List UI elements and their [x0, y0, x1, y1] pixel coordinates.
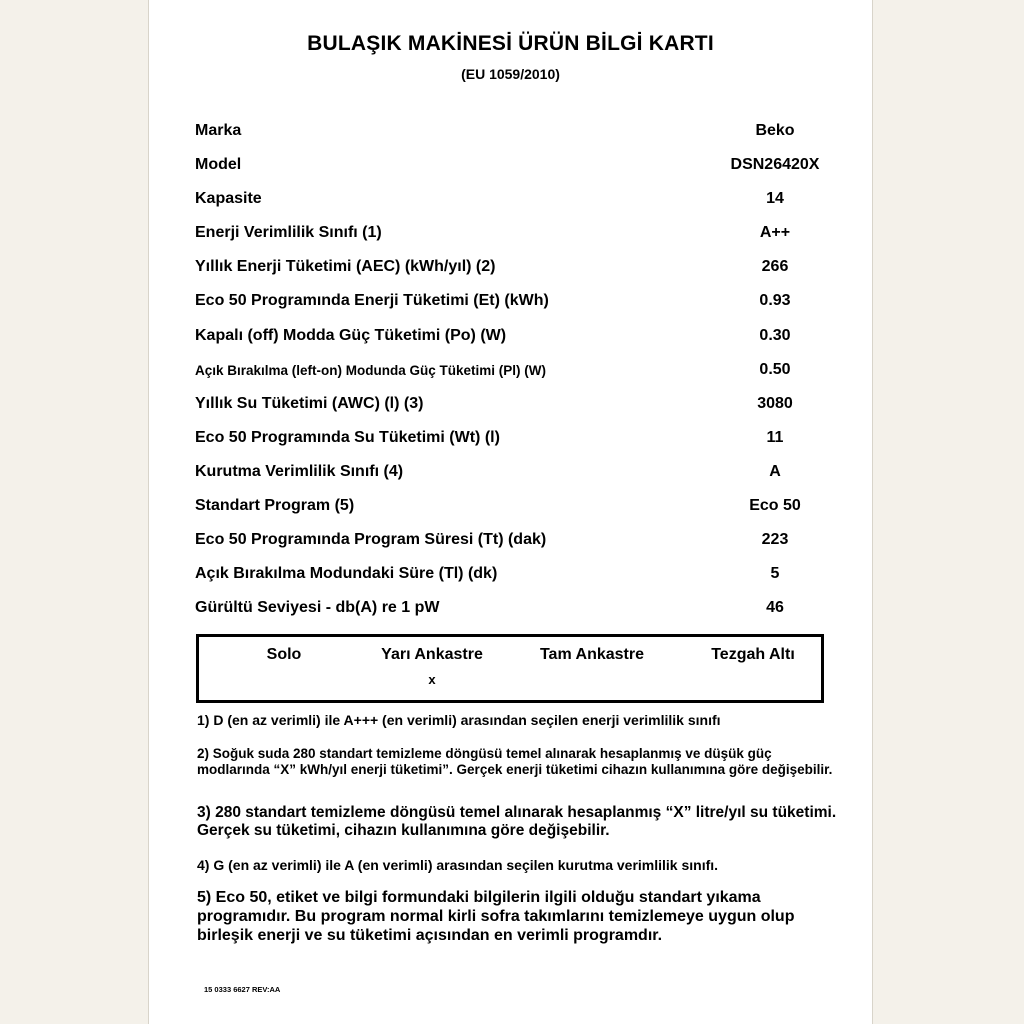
spec-row-model: [195, 156, 835, 190]
spec-label: Açık Bırakılma (left-on) Modunda Güç Tüketimi (Pl) (W): [195, 362, 547, 378]
spec-row-noise: [195, 599, 835, 633]
spec-label: Model: [195, 156, 242, 174]
spec-label: Gürültü Seviyesi - db(A) re 1 pW: [195, 599, 440, 617]
footnote-5: 5) Eco 50, etiket ve bilgi formundaki bilgilerin ilgili olduğu standart yıkama programıdır. Bu program normal kirli sofra takımlarını temizlemeye uygun olup birleşik enerji ve su tüketimi açısından en verimli programdır.: [197, 889, 795, 944]
spec-row-po: [195, 327, 835, 361]
spec-label: Kurutma Verimlilik Sınıfı (4): [195, 462, 404, 480]
spec-value: 266: [761, 258, 789, 276]
spec-label: Kapasite: [195, 190, 262, 208]
spec-row-pl: [195, 361, 835, 395]
installation-yari-ankastre: Yarı Ankastre: [381, 646, 483, 663]
footnote-1: 1) D (en az verimli) ile A+++ (en verimli) arasından seçilen enerji verimlilik sınıfı: [197, 712, 721, 728]
product-info-sheet: [148, 0, 873, 1024]
spec-label: Marka: [195, 122, 242, 139]
spec-label: Enerji Verimlilik Sınıfı (1): [195, 224, 382, 242]
spec-value: 0.93: [759, 292, 791, 310]
spec-value: A++: [759, 224, 791, 242]
page-title: BULAŞIK MAKİNESİ ÜRÜN BİLGİ KARTI: [307, 32, 714, 55]
spec-label: Yıllık Su Tüketimi (AWC) (l) (3): [195, 394, 424, 412]
spec-label: Standart Program (5): [195, 497, 355, 515]
spec-table: [195, 122, 835, 633]
spec-row-wt: [195, 429, 835, 463]
installation-tezgah-alti: Tezgah Altı: [711, 646, 795, 663]
spec-label: Eco 50 Programında Su Tüketimi (Wt) (l): [195, 428, 500, 446]
spec-label: Eco 50 Programında Enerji Tüketimi (Et) (kWh): [195, 292, 549, 310]
spec-value: 5: [770, 565, 780, 583]
spec-row-energy-class: [195, 224, 835, 258]
spec-label: Eco 50 Programında Program Süresi (Tt) (dak): [195, 531, 547, 549]
spec-value: A: [769, 462, 781, 480]
page-subtitle: (EU 1059/2010): [461, 66, 560, 82]
spec-value: 14: [766, 190, 784, 208]
spec-label: Yıllık Enerji Tüketimi (AEC) (kWh/yıl) (2): [195, 258, 496, 276]
spec-row-drying-class: [195, 463, 835, 497]
spec-row-marka: [195, 122, 835, 156]
spec-row-aec: [195, 258, 835, 292]
spec-value: 0.30: [759, 326, 791, 344]
spec-value: 46: [766, 599, 784, 617]
spec-row-left-on-duration: [195, 565, 835, 599]
spec-value: 3080: [757, 394, 793, 412]
installation-solo: Solo: [266, 646, 302, 663]
footnote-3: 3) 280 standart temizleme döngüsü temel alınarak hesaplanmış “X” litre/yıl su tüketimi. Gerçek su tüketimi, cihazın kullanımına göre değişebilir.: [197, 804, 837, 840]
spec-row-awc: [195, 395, 835, 429]
spec-row-standard-program: [195, 497, 835, 531]
spec-value: 11: [766, 428, 784, 446]
spec-label: Kapalı (off) Modda Güç Tüketimi (Po) (W): [195, 326, 507, 344]
spec-row-et: [195, 292, 835, 326]
footnote-2: 2) Soğuk suda 280 standart temizleme döngüsü temel alınarak hesaplanmış ve düşük güç modlarında “X” kWh/yıl enerji tüketimi”. Gerçek enerji tüketimi cihazın kullanımına göre değişebilir.: [197, 746, 833, 777]
spec-value: 0.50: [759, 360, 791, 378]
spec-label: Açık Bırakılma Modundaki Süre (Tl) (dk): [195, 565, 498, 583]
spec-value: 223: [761, 531, 789, 549]
installation-tam-ankastre: Tam Ankastre: [539, 646, 645, 663]
spec-value: Beko: [755, 122, 795, 139]
spec-row-kapasite: [195, 190, 835, 224]
document-code: 15 0333 6627 REV:AA: [204, 985, 281, 994]
spec-row-program-duration: [195, 531, 835, 565]
footnote-4: 4) G (en az verimli) ile A (en verimli) arasından seçilen kurutma verimlilik sınıfı.: [197, 857, 719, 873]
spec-value: Eco 50: [749, 497, 801, 515]
installation-type-box: [196, 634, 824, 703]
spec-value: DSN26420X: [730, 156, 820, 174]
installation-selected-mark: x: [428, 672, 436, 687]
